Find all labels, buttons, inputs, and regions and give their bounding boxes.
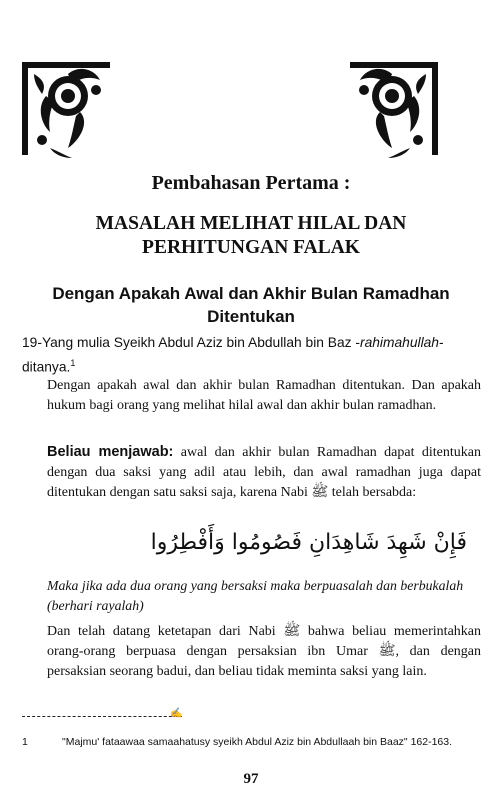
footnote-text: "Majmu' fataawaa samaahatusy syeikh Abdul Aziz bin Abdullaah bin Baaz" 162-163. <box>62 736 453 748</box>
footnote <box>22 736 482 748</box>
chapter-title <box>40 212 462 260</box>
pen-icon: ✍ <box>170 708 183 719</box>
floral-corner-ornament-icon <box>20 60 115 160</box>
question-paragraph <box>22 333 482 378</box>
honorific-text: rahimahullah <box>359 335 439 350</box>
footnote-divider <box>22 716 182 717</box>
question-text: 19-Yang mulia Syeikh Abdul Aziz bin Abdullah bin Baz - <box>22 335 360 350</box>
answer-lead: Beliau menjawab: <box>47 444 174 460</box>
arabic-hadith: فَإِنْ شَهِدَ شَاهِدَانِ فَصُومُوا وَأَفْطِرُوا <box>150 530 467 555</box>
section-label: Pembahasan Pertama : <box>151 172 351 194</box>
floral-corner-ornament-icon <box>345 60 440 160</box>
subtitle-line2: Ditentukan <box>207 307 295 326</box>
hadith-translation: Maka jika ada dua orang yang bersaksi maka berpuasalah dan berbukalah (berhari rayalah) <box>47 578 464 613</box>
subtitle-line1: Dengan Apakah Awal dan Akhir Bulan Ramadhan <box>52 284 450 303</box>
footnote-reference[interactable]: 1 <box>70 358 76 368</box>
question-body-paragraph: Dengan apakah awal dan akhir bulan Ramadhan ditentukan. Dan apakah hukum bagi orang yang melihat hilal awal dan akhir bulan ramadhan. <box>47 378 481 413</box>
footnote-number: 1 <box>22 736 28 748</box>
question-text-end: - ditanya. <box>22 335 444 375</box>
chapter-title-line2: PERHITUNGAN FALAK <box>142 237 360 258</box>
answer-text: awal dan akhir bulan Ramadhan dapat ditentukan dengan dua saksi yang adil atau lebih, dan awal ramadhan juga dapat ditentukan dengan satu saksi saja, karena Nabi ﷺ telah bersabda: <box>47 445 482 500</box>
page-number: 97 <box>243 771 259 787</box>
chapter-title-line1: MASALAH MELIHAT HILAL DAN <box>95 213 407 234</box>
closing-paragraph: Dan telah datang ketetapan dari Nabi ﷺ bahwa beliau memerintahkan orang-orang berpuasa dengan persaksian ibn Umar ﷺ, dan dengan persaksian seorang badui, dan beliau tidak meminta saksi yang lain. <box>47 624 481 679</box>
answer-paragraph <box>47 442 481 503</box>
section-subtitle <box>30 282 472 328</box>
